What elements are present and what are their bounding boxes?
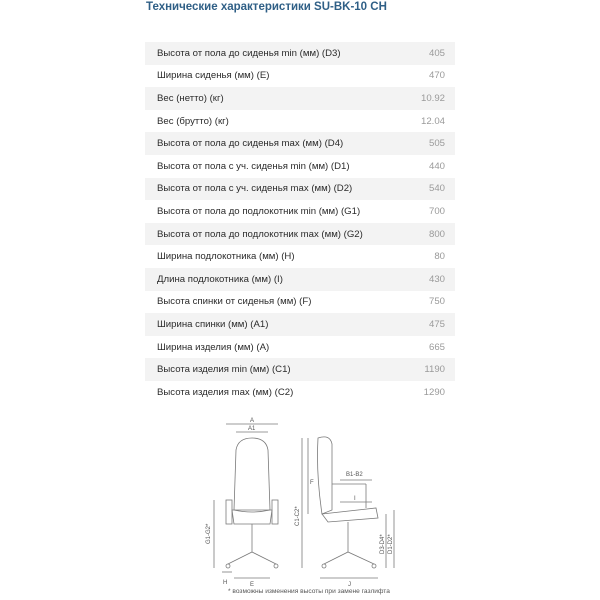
label-d12: D1-D2* xyxy=(388,534,394,554)
spec-label: Высота спинки от сиденья (мм) (F) xyxy=(157,296,312,308)
label-b: B1-B2 xyxy=(346,472,363,478)
spec-value: 1190 xyxy=(424,364,445,376)
footnote: * возможны изменения высоты при замене газлифта xyxy=(228,588,390,595)
label-j: J xyxy=(348,582,351,588)
spec-value: 700 xyxy=(428,205,445,217)
spec-label: Ширина сиденья (мм) (E) xyxy=(157,70,270,82)
spec-value: 1290 xyxy=(423,386,445,398)
label-f: F xyxy=(310,480,314,486)
spec-label: Ширина изделия (мм) (A) xyxy=(157,341,270,353)
spec-label: Вес (нетто) (кг) xyxy=(157,92,224,104)
front-left-armrest-shape xyxy=(226,500,232,524)
spec-row xyxy=(145,358,455,381)
side-left-caster xyxy=(322,564,326,568)
spec-row xyxy=(145,42,455,65)
chair-drawing xyxy=(190,414,420,594)
spec-row xyxy=(145,87,455,110)
side-seat-shape xyxy=(322,508,378,522)
spec-label: Ширина подлокотника (мм) (H) xyxy=(157,251,295,263)
spec-label: Высота от пола до сиденья max (мм) (D4) xyxy=(157,138,344,150)
spec-value: 800 xyxy=(428,228,445,240)
spec-value: 440 xyxy=(428,160,445,172)
spec-value: 405 xyxy=(428,47,445,59)
chair-diagram xyxy=(190,414,420,594)
label-a: A xyxy=(250,418,255,424)
spec-label: Высота изделия min (мм) (C1) xyxy=(157,364,291,376)
front-base-lines xyxy=(228,552,276,564)
spec-row xyxy=(145,132,455,155)
spec-label: Вес (брутто) (кг) xyxy=(157,115,229,127)
spec-row xyxy=(145,223,455,246)
spec-row xyxy=(145,110,455,133)
spec-row xyxy=(145,291,455,314)
spec-label: Высота от пола до подлокотник min (мм) (G1) xyxy=(157,205,361,217)
front-backrest-shape xyxy=(234,438,270,512)
side-backrest-shape xyxy=(318,437,333,514)
label-c: C1-C2* xyxy=(295,506,301,526)
label-a1: A1 xyxy=(248,426,256,432)
spec-value: 80 xyxy=(434,251,445,263)
spec-value: 540 xyxy=(428,183,445,195)
front-right-armrest-shape xyxy=(272,500,278,524)
front-right-caster xyxy=(274,564,278,568)
spec-value: 750 xyxy=(428,296,445,308)
spec-row xyxy=(145,200,455,223)
spec-row xyxy=(145,313,455,336)
spec-label: Высота от пола с уч. сиденья min (мм) (D1) xyxy=(157,160,350,172)
spec-label: Высота изделия max (мм) (C2) xyxy=(157,386,294,398)
spec-label: Длина подлокотника (мм) (I) xyxy=(157,273,283,285)
label-g: G1-G2* xyxy=(206,523,212,544)
spec-value: 475 xyxy=(428,318,445,330)
spec-label: Высота от пола до подлокотник max (мм) (G2) xyxy=(157,228,363,240)
side-base-lines xyxy=(324,552,374,564)
spec-value: 12.04 xyxy=(420,115,445,127)
label-d34: D3-D4* xyxy=(380,534,386,554)
spec-row xyxy=(145,178,455,201)
label-h: H xyxy=(223,580,228,586)
spec-value: 665 xyxy=(428,341,445,353)
spec-label: Высота от пола до сиденья min (мм) (D3) xyxy=(157,47,341,59)
specs-table xyxy=(145,42,455,404)
spec-value: 470 xyxy=(428,70,445,82)
spec-row xyxy=(145,268,455,291)
side-right-caster xyxy=(372,564,376,568)
page-title: Технические характеристики SU-BK-10 CH xyxy=(146,1,387,13)
spec-label: Высота от пола с уч. сиденья max (мм) (D2) xyxy=(157,183,353,195)
spec-value: 430 xyxy=(428,273,445,285)
spec-value: 505 xyxy=(428,138,445,150)
label-e: E xyxy=(250,582,255,588)
spec-row xyxy=(145,65,455,88)
spec-row xyxy=(145,245,455,268)
spec-row xyxy=(145,381,455,404)
spec-row xyxy=(145,336,455,359)
front-left-caster xyxy=(226,564,230,568)
spec-row xyxy=(145,155,455,178)
spec-value: 10.92 xyxy=(420,92,445,104)
spec-label: Ширина спинки (мм) (A1) xyxy=(157,318,269,330)
label-i: I xyxy=(354,496,356,502)
